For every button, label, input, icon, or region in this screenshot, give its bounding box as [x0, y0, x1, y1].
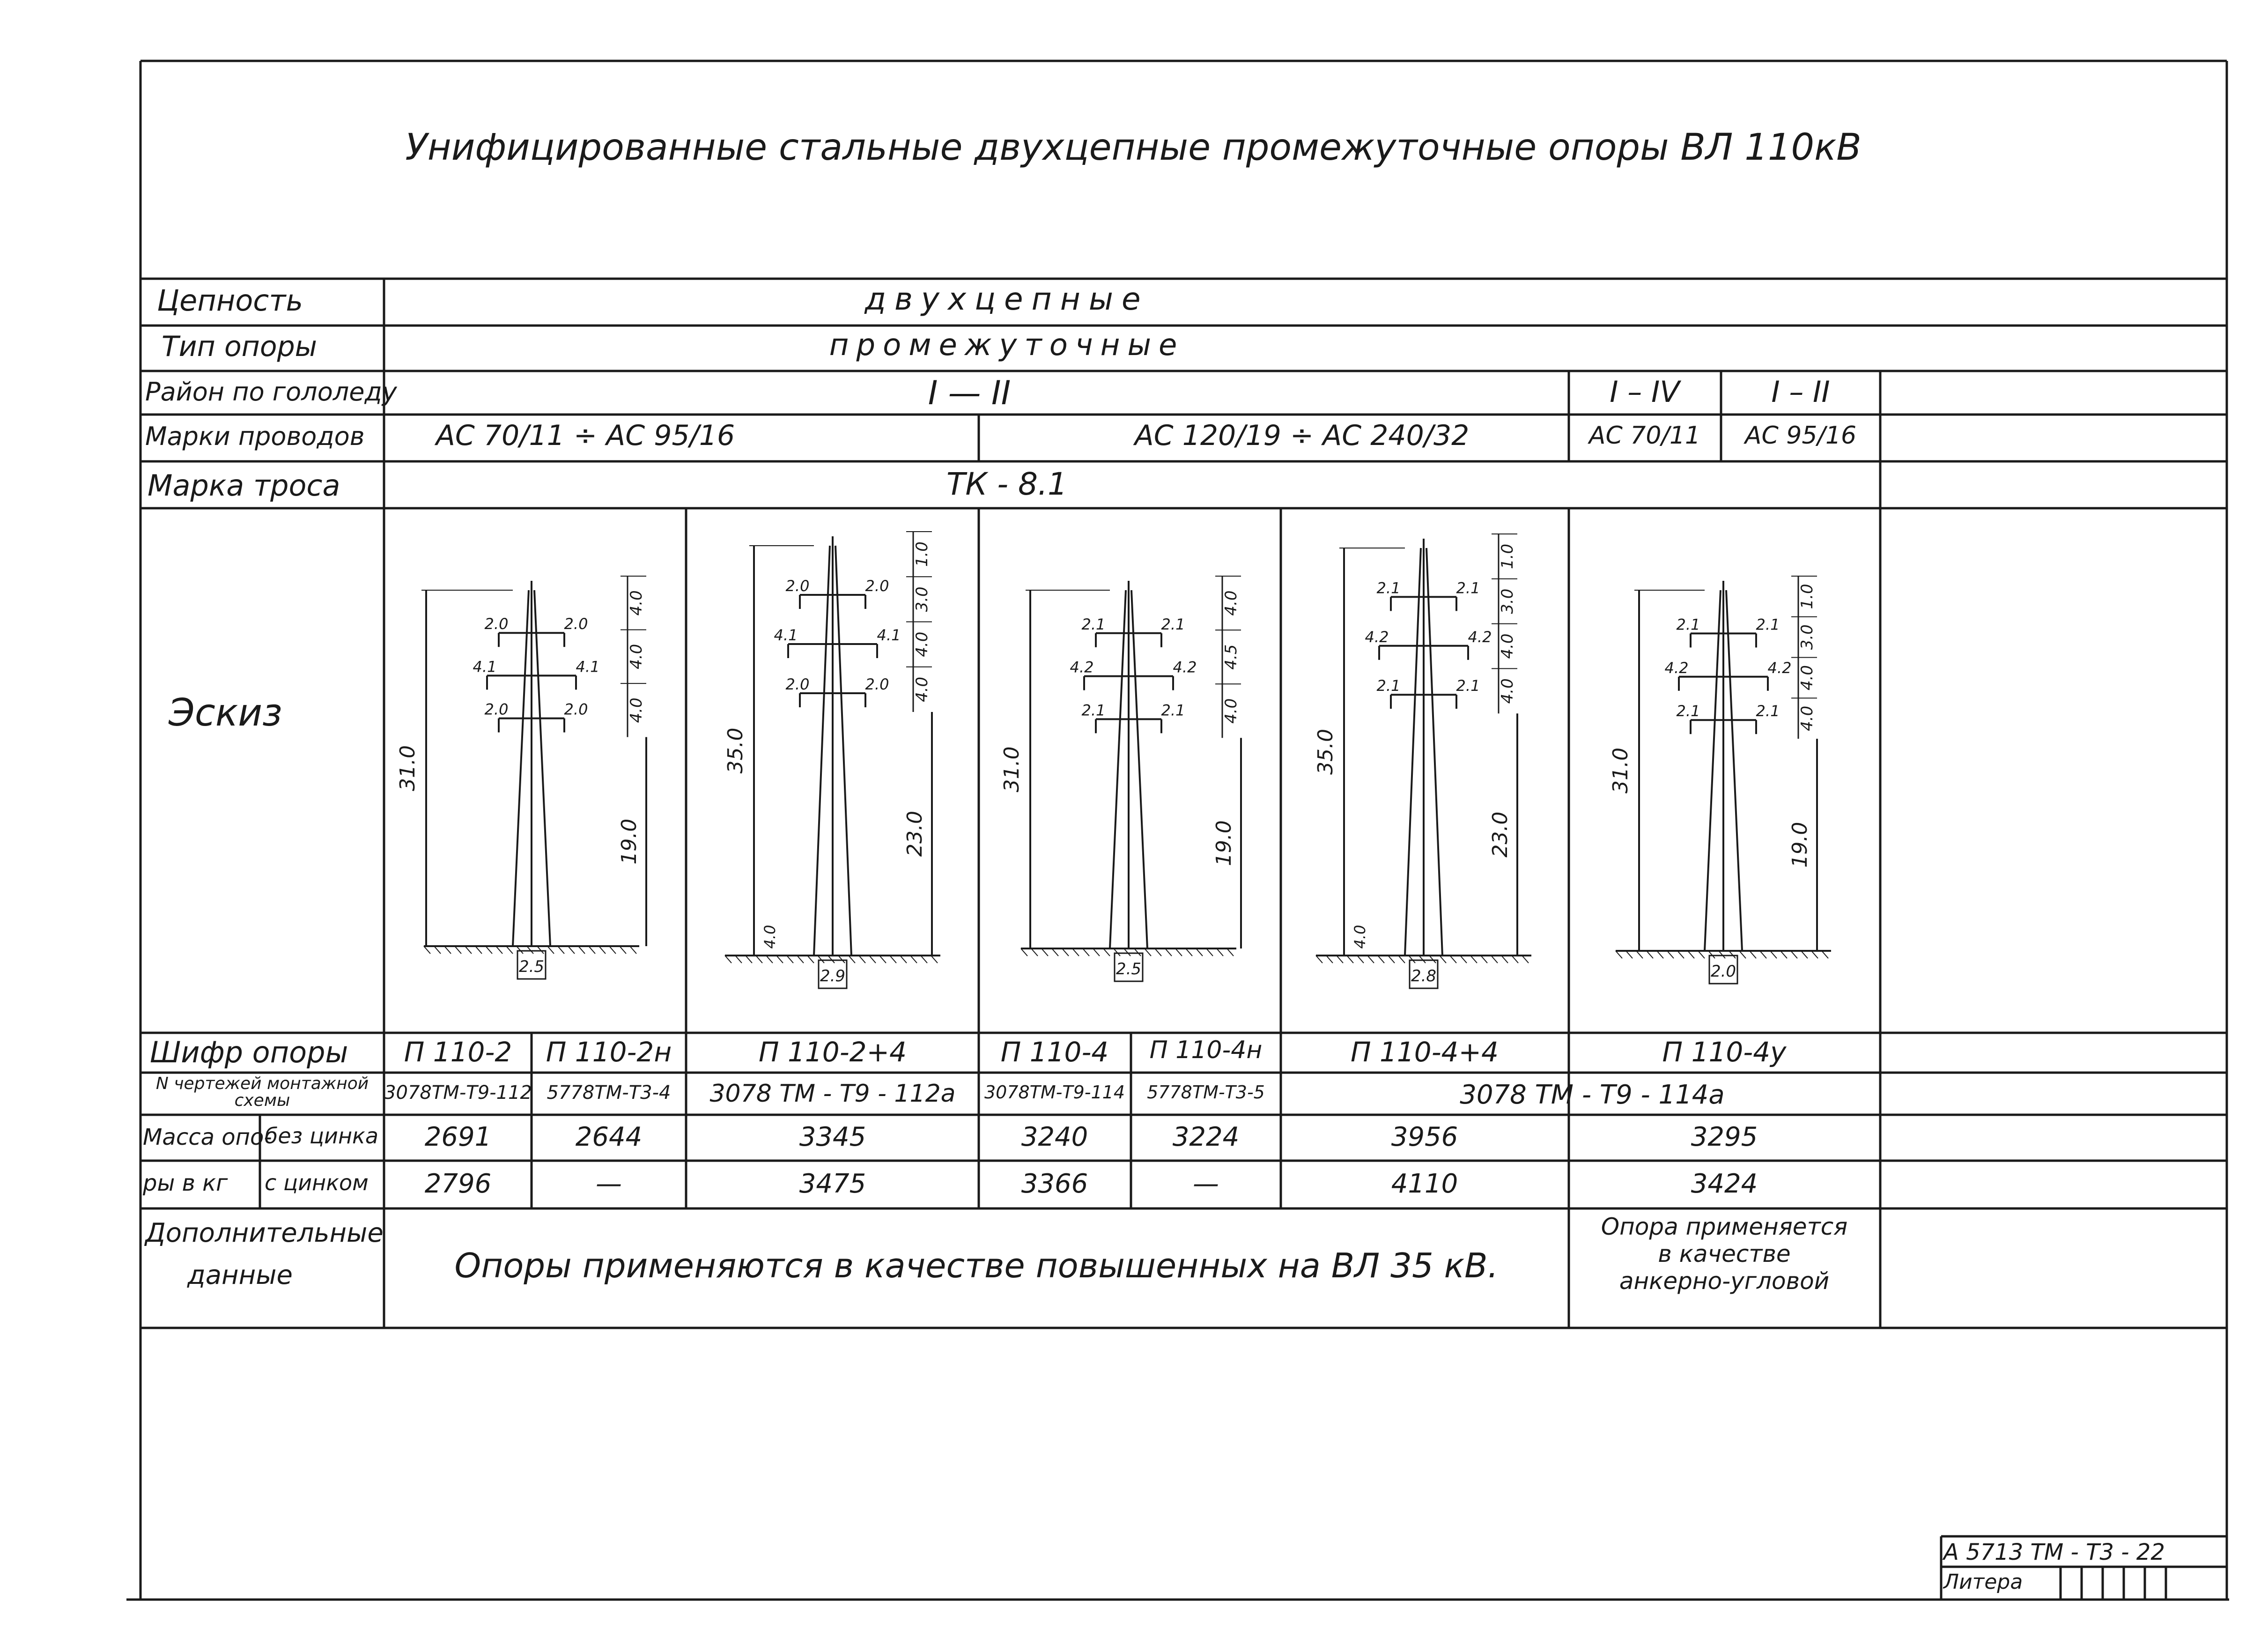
- ground-hatch: [1780, 951, 1787, 958]
- ground-hatch: [1491, 956, 1498, 963]
- ground-hatch: [1688, 951, 1694, 958]
- ground-hatch: [1470, 956, 1477, 963]
- mass-nozinc-3: 3345: [799, 1122, 866, 1152]
- code-4: П 110-4: [1000, 1036, 1109, 1068]
- mass-label-2: ры в кг: [143, 1170, 228, 1196]
- drawing-3: 3078 ТМ - Т9 - 112а: [709, 1080, 956, 1108]
- ground-hatch: [1052, 948, 1058, 956]
- mass-nozinc-5: 3224: [1172, 1122, 1240, 1152]
- height-dim-label: 31.0: [396, 745, 420, 791]
- arm-dim-label: 2.1: [1756, 615, 1780, 634]
- segment-dim-label: 3.0: [1798, 624, 1817, 650]
- base-dim-label: 2.5: [518, 957, 545, 976]
- code-6: П 110-4+4: [1350, 1036, 1499, 1068]
- ground-hatch: [1460, 956, 1467, 963]
- mass-nozinc-7: 3295: [1691, 1122, 1758, 1152]
- ground-hatch: [547, 946, 554, 954]
- mass-nozinc-4: 3240: [1021, 1122, 1088, 1152]
- ground-hatch: [1083, 948, 1089, 956]
- arm-dim-label: 2.1: [1376, 677, 1401, 695]
- type-label: Тип опоры: [162, 330, 318, 363]
- ice-col5: I – IV: [1610, 375, 1680, 409]
- ground-hatch: [1626, 951, 1633, 958]
- wires-a: АС 70/11 ÷ АС 95/16: [436, 419, 735, 452]
- segment-dim-label: 3.0: [1498, 588, 1517, 614]
- mass-zinc-4: 3366: [1021, 1169, 1088, 1199]
- height-dim-label: 35.0: [724, 727, 747, 774]
- segment-dim-label: 4.0: [1498, 633, 1517, 659]
- mass-nozinc-label: без цинка: [265, 1123, 379, 1149]
- ground-hatch: [1227, 948, 1234, 956]
- foot-dim-label: 4.0: [1351, 925, 1369, 949]
- ground-hatch: [444, 946, 451, 954]
- ground-hatch: [578, 946, 585, 954]
- ground-hatch: [828, 956, 835, 963]
- ground-hatch: [1501, 956, 1508, 963]
- ground-hatch: [900, 956, 907, 963]
- ground-hatch: [1367, 956, 1374, 963]
- mass-zinc-7: 3424: [1691, 1169, 1758, 1199]
- ground-hatch: [859, 956, 865, 963]
- lower-dim-label: 19.0: [617, 818, 641, 865]
- ground-hatch: [1636, 951, 1643, 958]
- ground-hatch: [797, 956, 804, 963]
- ground-hatch: [910, 956, 917, 963]
- mass-zinc-2: —: [596, 1169, 622, 1199]
- ground-hatch: [838, 956, 845, 963]
- segment-dim-label: 4.0: [1798, 705, 1817, 731]
- ground-hatch: [1093, 948, 1100, 956]
- arm-dim-label: 4.1: [877, 626, 901, 644]
- ground-hatch: [1347, 956, 1353, 963]
- ground-hatch: [1357, 956, 1364, 963]
- ground-hatch: [1729, 951, 1736, 958]
- mass-zinc-1: 2796: [424, 1169, 492, 1199]
- ground-hatch: [890, 956, 896, 963]
- ground-hatch: [776, 956, 783, 963]
- segment-dim-label: 1.0: [1798, 584, 1817, 609]
- ground-hatch: [1062, 948, 1069, 956]
- arm-dim-label: 2.0: [484, 615, 509, 633]
- arm-dim-label: 4.1: [576, 658, 600, 676]
- segment-dim-label: 4.0: [1498, 678, 1517, 704]
- mass-nozinc-2: 2644: [575, 1122, 643, 1152]
- drawing-4: 3078ТМ-Т9-114: [984, 1082, 1125, 1103]
- ground-hatch: [434, 946, 441, 954]
- ground-hatch: [424, 946, 430, 954]
- ground-hatch: [787, 956, 793, 963]
- ice-main: I — II: [928, 374, 1011, 412]
- height-dim-label: 31.0: [1609, 748, 1633, 793]
- ground-hatch: [630, 946, 636, 954]
- ground-hatch: [609, 946, 616, 954]
- ground-hatch: [766, 956, 773, 963]
- ground-hatch: [1165, 948, 1172, 956]
- ground-hatch: [1450, 956, 1456, 963]
- ground-hatch: [465, 946, 472, 954]
- ground-hatch: [725, 956, 731, 963]
- segment-dim-label: 1.0: [1498, 543, 1517, 569]
- arm-dim-label: 2.0: [564, 700, 588, 719]
- segment-dim-label: 4.0: [1222, 590, 1241, 616]
- code-2: П 110-2н: [546, 1036, 672, 1068]
- ground-hatch: [1801, 951, 1808, 958]
- ground-hatch: [1134, 948, 1141, 956]
- segment-dim-label: 4.0: [913, 631, 931, 657]
- foot-dim-label: 4.0: [761, 925, 779, 949]
- stamp-letter: Литера: [1943, 1570, 2023, 1594]
- arm-dim-label: 2.1: [1161, 701, 1185, 719]
- ground-hatch: [1206, 948, 1213, 956]
- ground-hatch: [1440, 956, 1446, 963]
- ground-hatch: [879, 956, 886, 963]
- arm-dim-label: 2.1: [1161, 615, 1185, 633]
- ground-hatch: [1196, 948, 1203, 956]
- arm-dim-label: 2.0: [865, 675, 889, 693]
- ice-col6: I – II: [1771, 375, 1830, 409]
- code-7: П 110-4у: [1662, 1036, 1787, 1068]
- code-3: П 110-2+4: [758, 1036, 907, 1068]
- ground-hatch: [558, 946, 564, 954]
- ground-hatch: [735, 956, 742, 963]
- mass-nozinc-1: 2691: [424, 1122, 492, 1152]
- ground-hatch: [756, 956, 762, 963]
- ground-hatch: [506, 946, 513, 954]
- ground-hatch: [1481, 956, 1487, 963]
- tower-sketches: [396, 532, 1831, 988]
- ground-hatch: [1145, 948, 1151, 956]
- ground-hatch: [807, 956, 814, 963]
- ground-hatch: [1647, 951, 1653, 958]
- segment-dim-label: 3.0: [913, 586, 931, 612]
- mass-zinc-3: 3475: [799, 1169, 866, 1199]
- ground-hatch: [1429, 956, 1436, 963]
- wires-label: Марки проводов: [145, 422, 365, 451]
- ground-hatch: [1155, 948, 1161, 956]
- arm-dim-label: 2.1: [1676, 702, 1700, 720]
- ground-hatch: [1388, 956, 1395, 963]
- ground-hatch: [1770, 951, 1777, 958]
- ground-hatch: [1072, 948, 1079, 956]
- chain-value: двухцепные: [864, 281, 1149, 317]
- cable-value: ТК - 8.1: [946, 466, 1067, 502]
- wires-d: АС 95/16: [1744, 422, 1857, 450]
- ground-hatch: [1337, 956, 1343, 963]
- ground-hatch: [1750, 951, 1756, 958]
- extra-label-2: данные: [187, 1260, 293, 1290]
- extra-right-3: анкерно-угловой: [1619, 1267, 1830, 1295]
- arm-dim-label: 2.1: [1676, 615, 1700, 634]
- extra-right-2: в качестве: [1658, 1240, 1791, 1267]
- ground-hatch: [1616, 951, 1622, 958]
- base-dim-label: 2.0: [1710, 962, 1736, 981]
- arm-dim-label: 4.2: [1767, 659, 1792, 677]
- extra-right-1: Опора применяется: [1601, 1213, 1848, 1240]
- segment-dim-label: 4.0: [1222, 698, 1241, 724]
- ground-hatch: [496, 946, 502, 954]
- ground-hatch: [599, 946, 606, 954]
- segment-dim-label: 4.0: [627, 590, 646, 616]
- height-dim-label: 35.0: [1314, 729, 1337, 775]
- lower-dim-label: 19.0: [1212, 820, 1236, 867]
- arm-dim-label: 2.1: [1081, 615, 1106, 633]
- arm-dim-label: 2.0: [484, 700, 509, 719]
- ground-hatch: [921, 956, 927, 963]
- ground-hatch: [746, 956, 752, 963]
- code-5: П 110-4н: [1149, 1036, 1263, 1064]
- ground-hatch: [1698, 951, 1705, 958]
- code-1: П 110-2: [404, 1036, 512, 1068]
- ground-hatch: [1419, 956, 1426, 963]
- arm-dim-label: 2.1: [1456, 579, 1480, 597]
- cable-label: Марка троса: [148, 468, 340, 503]
- segment-dim-label: 4.0: [913, 676, 931, 702]
- arm-dim-label: 2.0: [785, 577, 810, 595]
- base-dim-label: 2.9: [820, 967, 846, 986]
- arm-dim-label: 4.1: [774, 626, 798, 644]
- drawing-label: N чертежей монтажной схемы: [155, 1074, 369, 1110]
- ground-hatch: [1103, 948, 1110, 956]
- drawing-5: 5778ТМ-Т3-5: [1147, 1082, 1265, 1103]
- drawing-6: 3078 ТМ - Т9 - 114а: [1460, 1080, 1725, 1110]
- ground-hatch: [1124, 948, 1130, 956]
- lower-dim-label: 19.0: [1788, 822, 1812, 868]
- ground-hatch: [455, 946, 461, 954]
- sketch-label: Эскиз: [169, 691, 282, 734]
- ground-hatch: [1822, 951, 1828, 958]
- ground-hatch: [1326, 956, 1333, 963]
- ground-hatch: [527, 946, 533, 954]
- ground-hatch: [1739, 951, 1746, 958]
- arm-dim-label: 2.1: [1376, 579, 1401, 597]
- drawing-1: 3078ТМ-Т9-112: [384, 1082, 532, 1104]
- ground-hatch: [1175, 948, 1182, 956]
- ground-hatch: [1760, 951, 1766, 958]
- mass-zinc-6: 4110: [1391, 1169, 1458, 1199]
- type-value: промежуточные: [829, 328, 1185, 363]
- ground-hatch: [1378, 956, 1384, 963]
- extra-label-1: Дополнительные: [145, 1218, 384, 1248]
- arm-dim-label: 2.1: [1756, 702, 1780, 720]
- arm-dim-label: 2.0: [865, 577, 889, 595]
- ground-hatch: [486, 946, 492, 954]
- segment-dim-label: 4.5: [1222, 644, 1241, 670]
- arm-dim-label: 2.0: [785, 675, 810, 693]
- chain-label: Цепность: [157, 283, 303, 318]
- arm-dim-label: 4.2: [1365, 628, 1389, 646]
- ground-hatch: [1512, 956, 1518, 963]
- arm-dim-label: 4.2: [1070, 658, 1094, 676]
- segment-dim-label: 1.0: [913, 541, 931, 567]
- ground-hatch: [1791, 951, 1797, 958]
- segment-dim-label: 4.0: [627, 697, 646, 723]
- ice-label: Район по гололеду: [145, 377, 397, 407]
- base-dim-label: 2.5: [1116, 960, 1142, 978]
- ground-hatch: [620, 946, 626, 954]
- ground-hatch: [537, 946, 544, 954]
- ground-hatch: [1186, 948, 1192, 956]
- wires-b: АС 120/19 ÷ АС 240/32: [1134, 419, 1470, 452]
- extra-text: Опоры применяются в качестве повышенных на ВЛ 35 кВ.: [454, 1246, 1499, 1285]
- ground-hatch: [1667, 951, 1674, 958]
- ground-hatch: [1522, 956, 1529, 963]
- stamp-code: А 5713 ТМ - Т3 - 22: [1943, 1539, 2165, 1565]
- arm-dim-label: 4.2: [1664, 659, 1689, 677]
- wires-c: АС 70/11: [1588, 422, 1701, 450]
- mass-zinc-label: с цинком: [265, 1170, 369, 1195]
- mass-nozinc-6: 3956: [1391, 1122, 1458, 1152]
- ground-hatch: [869, 956, 876, 963]
- ground-hatch: [931, 956, 938, 963]
- ground-hatch: [589, 946, 595, 954]
- arm-dim-label: 4.1: [473, 658, 497, 676]
- ground-hatch: [1719, 951, 1725, 958]
- arm-dim-label: 4.2: [1468, 628, 1492, 646]
- lower-dim-label: 23.0: [903, 811, 927, 857]
- ground-hatch: [475, 946, 482, 954]
- ground-hatch: [1677, 951, 1684, 958]
- segment-dim-label: 4.0: [627, 644, 646, 669]
- base-dim-label: 2.8: [1411, 967, 1437, 986]
- height-dim-label: 31.0: [1000, 746, 1024, 793]
- ground-hatch: [1398, 956, 1405, 963]
- code-label: Шифр опоры: [150, 1035, 348, 1069]
- ground-hatch: [1811, 951, 1818, 958]
- ground-hatch: [849, 956, 855, 963]
- arm-dim-label: 2.1: [1456, 677, 1480, 695]
- arm-dim-label: 2.1: [1081, 701, 1106, 719]
- mass-label-1: Масса опо-: [143, 1124, 272, 1150]
- page-title: Унифицированные стальные двухцепные промежуточные опоры ВЛ 110кВ: [405, 126, 1862, 169]
- lower-dim-label: 23.0: [1488, 811, 1512, 858]
- drawing-2: 5778ТМ-Т3-4: [547, 1082, 671, 1104]
- mass-zinc-5: —: [1193, 1169, 1219, 1199]
- ground-hatch: [1042, 948, 1048, 956]
- segment-dim-label: 4.0: [1798, 665, 1817, 691]
- ground-hatch: [568, 946, 575, 954]
- ground-hatch: [1021, 948, 1027, 956]
- ground-hatch: [1316, 956, 1322, 963]
- ground-hatch: [1657, 951, 1663, 958]
- arm-dim-label: 4.2: [1173, 658, 1197, 676]
- ground-hatch: [1031, 948, 1038, 956]
- ground-hatch: [1217, 948, 1223, 956]
- arm-dim-label: 2.0: [564, 615, 588, 633]
